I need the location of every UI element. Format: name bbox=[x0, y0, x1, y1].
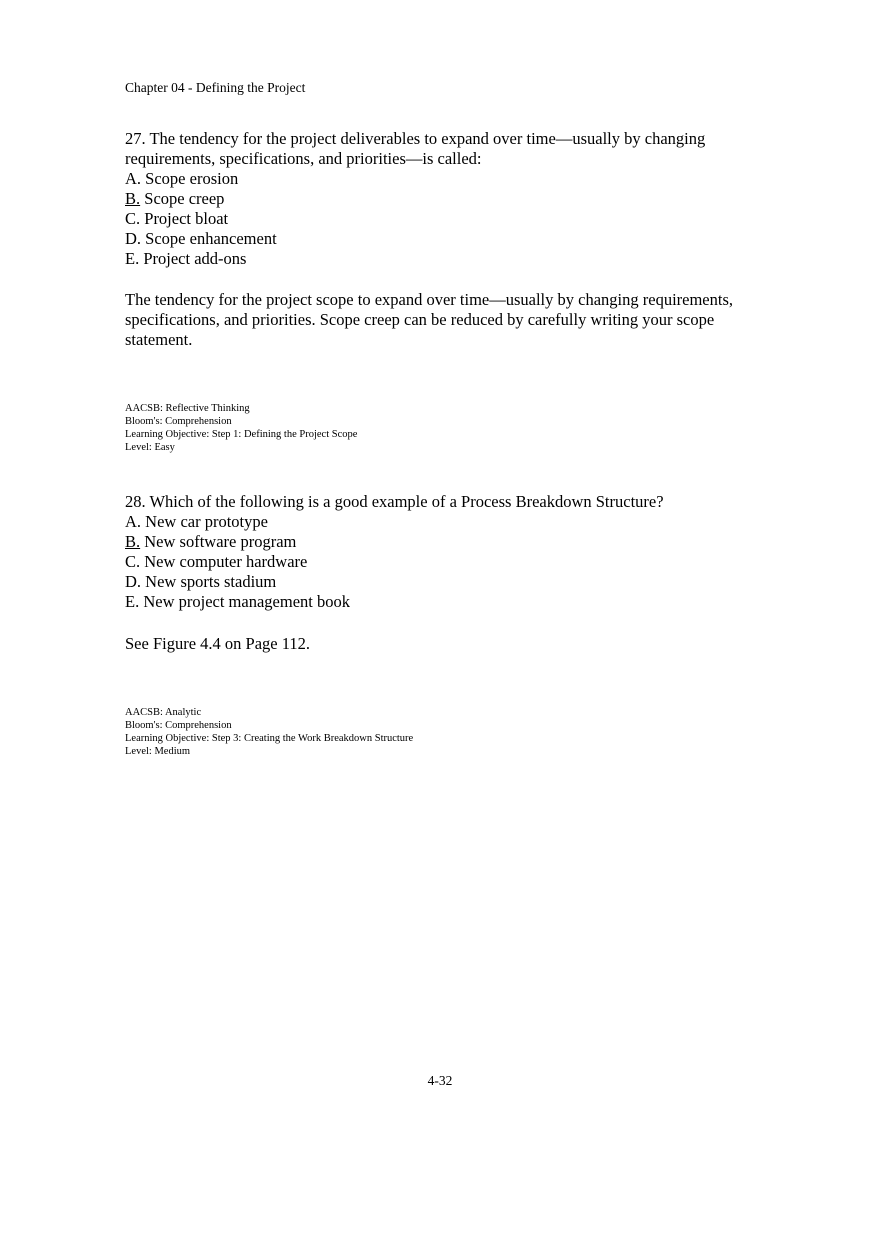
option-text: Scope creep bbox=[140, 189, 225, 208]
chapter-header: Chapter 04 - Defining the Project bbox=[125, 80, 306, 95]
option-text: Project bloat bbox=[140, 209, 229, 228]
option-b bbox=[125, 532, 765, 552]
option-letter: C. bbox=[125, 552, 141, 571]
option-text: Project add-ons bbox=[139, 249, 247, 268]
question-stem: 27. The tendency for the project deliverables to expand over time—usually by changing requirements, specifications, and priorities—is called: bbox=[125, 129, 706, 168]
meta-level: Level: Medium bbox=[125, 746, 191, 757]
option-c bbox=[125, 552, 765, 572]
option-text: New sports stadium bbox=[141, 572, 277, 591]
option-letter-correct: B. bbox=[125, 532, 141, 551]
option-letter: A. bbox=[125, 512, 142, 531]
metadata-28 bbox=[125, 706, 413, 758]
option-e bbox=[125, 249, 765, 269]
option-c bbox=[125, 209, 765, 229]
explanation-27: The tendency for the project scope to expand over time—usually by changing requirements, specifications, and priorities. Scope creep can be reduced by carefully writing your scope statement. bbox=[125, 290, 734, 349]
option-text: New software program bbox=[140, 532, 297, 551]
option-letter: D. bbox=[125, 229, 142, 248]
option-a bbox=[125, 512, 765, 532]
option-text: New car prototype bbox=[141, 512, 268, 531]
option-e bbox=[125, 592, 765, 612]
option-letter: D. bbox=[125, 572, 142, 591]
option-text: New computer hardware bbox=[140, 552, 308, 571]
option-letter: C. bbox=[125, 209, 141, 228]
meta-aacsb: AACSB: Analytic bbox=[125, 707, 202, 718]
option-a bbox=[125, 169, 765, 189]
option-d bbox=[125, 572, 765, 592]
metadata-27 bbox=[125, 402, 357, 454]
meta-level: Level: Easy bbox=[125, 442, 175, 453]
option-b bbox=[125, 189, 765, 209]
question-27 bbox=[125, 129, 765, 269]
option-letter: E. bbox=[125, 592, 140, 611]
meta-blooms: Bloom's: Comprehension bbox=[125, 416, 232, 427]
meta-blooms: Bloom's: Comprehension bbox=[125, 720, 232, 731]
option-letter-correct: B. bbox=[125, 189, 141, 208]
option-text: Scope erosion bbox=[141, 169, 239, 188]
option-letter: E. bbox=[125, 249, 140, 268]
meta-aacsb: AACSB: Reflective Thinking bbox=[125, 403, 250, 414]
option-letter: A. bbox=[125, 169, 142, 188]
question-28 bbox=[125, 492, 765, 612]
meta-objective: Learning Objective: Step 1: Defining the Project Scope bbox=[125, 429, 358, 440]
page-number: 4-32 bbox=[427, 1073, 453, 1088]
meta-objective: Learning Objective: Step 3: Creating the Work Breakdown Structure bbox=[125, 733, 414, 744]
question-stem: 28. Which of the following is a good example of a Process Breakdown Structure? bbox=[125, 492, 664, 511]
option-text: Scope enhancement bbox=[141, 229, 277, 248]
option-text: New project management book bbox=[139, 592, 350, 611]
option-d bbox=[125, 229, 765, 249]
explanation-28: See Figure 4.4 on Page 112. bbox=[125, 634, 310, 653]
